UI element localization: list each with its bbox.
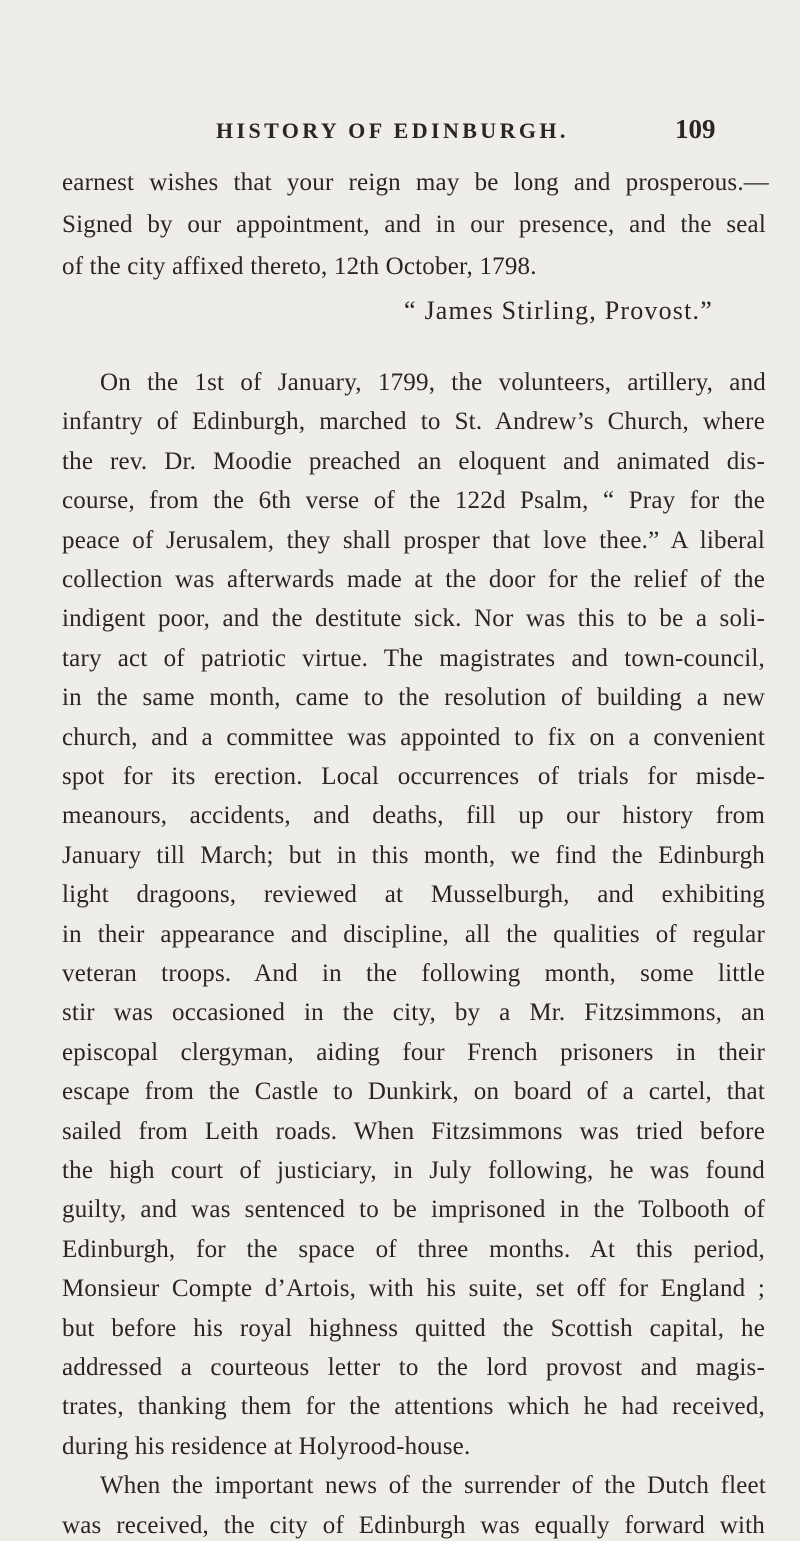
text-line: Edinburgh, for the space of three months. At this period, bbox=[62, 1236, 765, 1263]
text-line: in their appearance and discipline, all the qualities of regular bbox=[62, 921, 765, 948]
text-line: light dragoons, reviewed at Musselburgh, and exhibiting bbox=[62, 881, 765, 908]
text-line: indigent poor, and the destitute sick. Nor was this to be a soli- bbox=[62, 605, 765, 632]
text-line: church, and a committee was appointed to fix on a convenient bbox=[62, 724, 765, 751]
text-line: but before his royal highness quitted the Scottish capital, he bbox=[62, 1315, 765, 1342]
text-line: addressed a courteous letter to the lord provost and magis- bbox=[62, 1354, 765, 1381]
text-line: trates, thanking them for the attentions which he had received, bbox=[62, 1393, 765, 1420]
text-line: during his residence at Holyrood-house. bbox=[62, 1433, 471, 1460]
text-line: When the important news of the surrender of the Dutch fleet bbox=[100, 1472, 766, 1499]
text-line: of the city affixed thereto, 12th October, 1798. bbox=[62, 253, 537, 280]
text-line: earnest wishes that your reign may be long and prosperous.— bbox=[62, 169, 769, 196]
text-line: was received, the city of Edinburgh was equally forward with bbox=[62, 1512, 765, 1539]
text-line: sailed from Leith roads. When Fitzsimmons was tried before bbox=[62, 1118, 765, 1145]
text-line: January till March; but in this month, we find the Edinburgh bbox=[62, 842, 765, 869]
page-number: 109 bbox=[675, 114, 716, 144]
running-head bbox=[0, 116, 800, 148]
text-line: collection was afterwards made at the door for the relief of the bbox=[62, 566, 765, 593]
text-line: infantry of Edinburgh, marched to St. Andrew’s Church, where bbox=[62, 408, 765, 435]
text-line: Monsieur Compte d’Artois, with his suite, set off for England ; bbox=[62, 1275, 765, 1302]
text-line: stir was occasioned in the city, by a Mr. Fitzsimmons, an bbox=[62, 999, 765, 1026]
text-line: tary act of patriotic virtue. The magistrates and town-council, bbox=[62, 645, 765, 672]
text-line: veteran troops. And in the following month, some little bbox=[62, 960, 765, 987]
text-line: On the 1st of January, 1799, the volunteers, artillery, and bbox=[100, 369, 766, 396]
text-line: spot for its erection. Local occurrences of trials for misde- bbox=[62, 763, 765, 790]
text-line: the rev. Dr. Moodie preached an eloquent and animated dis- bbox=[62, 448, 765, 475]
text-line: meanours, accidents, and deaths, fill up our history from bbox=[62, 802, 765, 829]
text-line: escape from the Castle to Dunkirk, on board of a cartel, that bbox=[62, 1078, 765, 1105]
text-line: guilty, and was sentenced to be imprisoned in the Tolbooth of bbox=[62, 1196, 765, 1223]
text-line: episcopal clergyman, aiding four French prisoners in their bbox=[62, 1039, 765, 1066]
running-head-title: HISTORY OF EDINBURGH. bbox=[216, 118, 569, 143]
signature-line: “ James Stirling, Provost.” bbox=[404, 296, 713, 325]
text-line: Signed by our appointment, and in our presence, and the seal bbox=[62, 211, 766, 238]
text-line: the high court of justiciary, in July following, he was found bbox=[62, 1157, 765, 1184]
text-line: peace of Jerusalem, they shall prosper that love thee.” A liberal bbox=[62, 527, 765, 554]
text-line: course, from the 6th verse of the 122d Psalm, “ Pray for the bbox=[62, 487, 765, 514]
text-line: in the same month, came to the resolution of building a new bbox=[62, 684, 765, 711]
